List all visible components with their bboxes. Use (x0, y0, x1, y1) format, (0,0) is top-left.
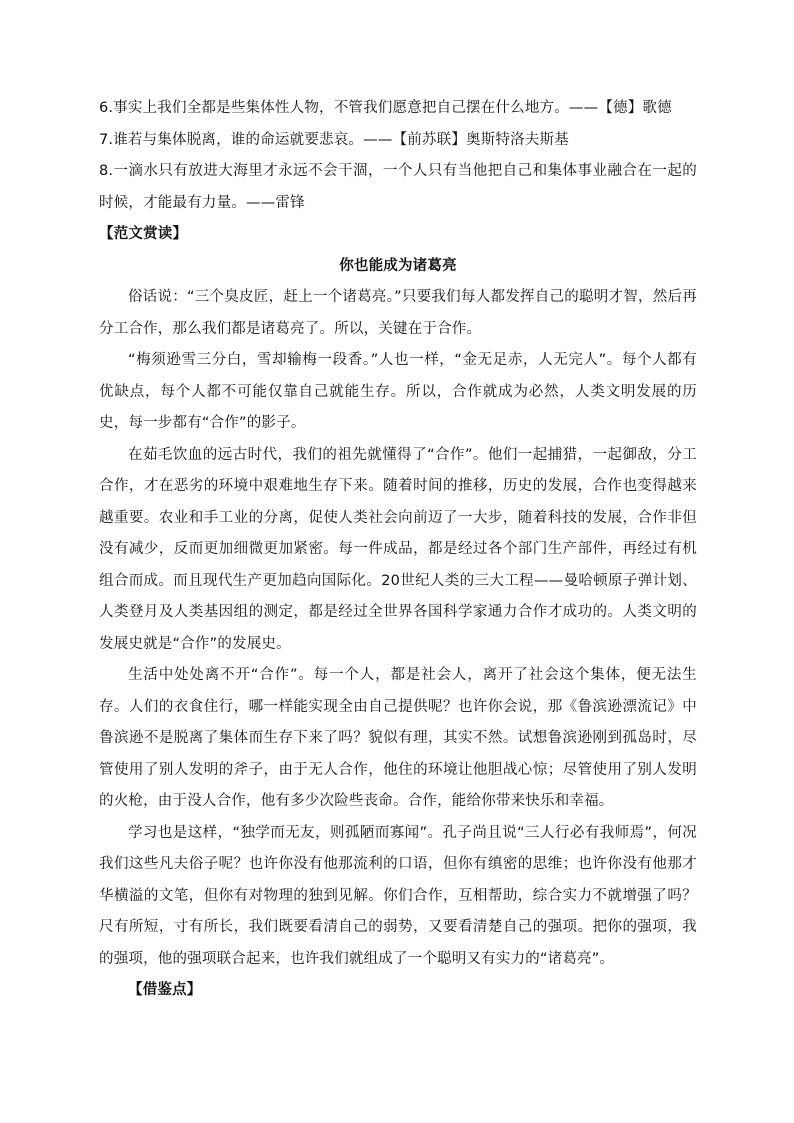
essay-paragraph: 在茹毛饮血的远古时代，我们的祖先就懂得了“合作”。他们一起捕猎，一起御敌，分工合作，才在恶劣的环境中艰难地生存下来。随着时间的推移，历史的发展，合作也变得越来越重要。农业和手工业的分离，促使人类社会向前迈了一大步，随着科技的发展，合作非但没有减少，反而更加细微更加紧密。每一件成品，都是经过各个部门生产部件，再经过有机组合而成。而且现代生产更加趋向国际化。20世纪人类的三大工程——曼哈顿原子弹计划、人类登月及人类基因组的测定，都是经过全世界各国科学家通力合作才成功的。人类文明的发展史就是“合作”的发展史。 (99, 446, 697, 652)
quote-6: 6.事实上我们全都是些集体性人物，不管我们愿意把自己摆在什么地方。——【德】歌德 (99, 100, 672, 116)
quotes-section (99, 93, 712, 1007)
essay-paragraph: 俗话说：“三个臭皮匠，赶上一个诸葛亮。”只要我们每人都发挥自己的聪明才智，然后再分工合作，那么我们都是诸葛亮了。所以，关键在于合作。 (99, 289, 697, 337)
quote-8: 8.一滴水只有放进大海里才永远不会干涸，一个人只有当他把自己和集体事业融合在一起的时候，才能最有力量。——雷锋 (99, 163, 697, 211)
section-heading-model-essay: 【范文赏读】 (99, 226, 188, 242)
essay-title: 你也能成为诸葛亮 (339, 257, 457, 274)
section-heading-learning-points: 【借鉴点】 (128, 982, 202, 998)
quote-7: 7.谁若与集体脱离，谁的命运就要悲哀。——【前苏联】奥斯特洛夫斯基 (99, 131, 569, 148)
essay-paragraph: 学习也是这样，“独学而无友，则孤陋而寡闻”。孔子尚且说“三人行必有我师焉”，何况我们这些凡夫俗子呢？也许你没有他那流利的口语，但你有缜密的思维；也许你没有他那才华横溢的文笔，但你有对物理的独到见解。你们合作，互相帮助，综合实力不就增强了吗？尺有所短，寸有所长，我们既要看清自己的弱势，又要看清楚自己的强项。把你的强项，我的强项，他的强项联合起来，也许我们就组成了一个聪明又有实力的“诸葛亮”。 (99, 824, 697, 967)
essay-paragraph: 生活中处处离不开“合作”。每一个人，都是社会人，离开了社会这个集体，便无法生存。人们的衣食住行，哪一样能实现全由自己提供呢？也许你会说，那《鲁滨逊漂流记》中鲁滨逊不是脱离了集体而生存下来了吗？貌似有理，其实不然。试想鲁滨逊刚到孤岛时，尽管使用了别人发明的斧子，由于无人合作，他住的环境让他胆战心惊；尽管使用了别人发明的火枪，由于没人合作，他有多少次险些丧命。合作，能给你带来快乐和幸福。 (99, 667, 697, 809)
essay-paragraph: “梅须逊雪三分白，雪却输梅一段香。”人也一样，“金无足赤，人无完人”。每个人都有 优缺点，每个人都不可能仅靠自己就能生存。所以，合作就成为必然，人类文明发展的历史，每一步都有“合作”的影子。 (99, 352, 712, 431)
